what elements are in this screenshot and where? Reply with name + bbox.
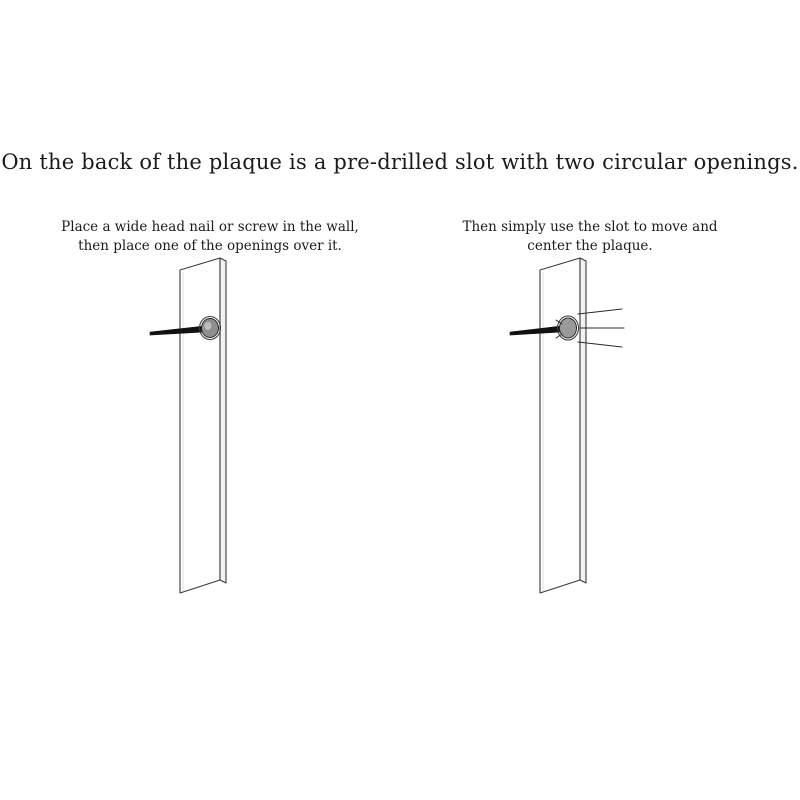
plaque-body bbox=[180, 258, 226, 593]
page-title: On the back of the plaque is a pre-drilled slot with two circular openings. bbox=[1, 150, 799, 174]
nail-head-icon bbox=[560, 318, 577, 338]
plaque-body bbox=[540, 258, 586, 593]
nail-head-highlight bbox=[205, 322, 212, 330]
step-1-caption-line-2: then place one of the openings over it. bbox=[78, 238, 342, 254]
step-2-illustration bbox=[410, 250, 770, 630]
step-2-caption-line-2: center the plaque. bbox=[527, 238, 653, 254]
step-2-caption-line-1: Then simply use the slot to move and bbox=[462, 219, 718, 235]
step-1-illustration bbox=[30, 250, 390, 630]
step-1-caption-line-1: Place a wide head nail or screw in the wall, bbox=[61, 219, 359, 235]
